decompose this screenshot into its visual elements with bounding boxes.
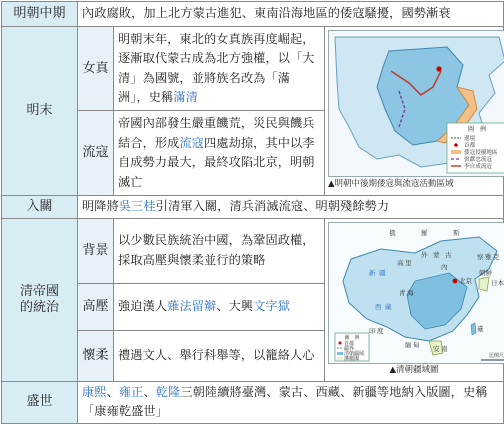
suppression-text [114,283,325,330]
ming-legend-item-4: 張獻忠流寇 [464,157,492,163]
mid-ming-text: 內政腐敗，加上北方蒙古進犯、東南沿海地區的倭寇騷擾，國勢漸衰 [78,2,504,27]
qing-map-cell [325,218,504,381]
entry-text-c: 引清軍入關，清兵消滅流寇、明朝殘餘勢力 [155,199,390,213]
taiwan-island [471,323,476,335]
entry-text [78,196,504,219]
qing-map [328,222,504,364]
qing-legend-item-2: 疆界 [344,345,355,352]
map-label-burma-1: 緬 [405,340,412,349]
label-jurchen: 女真 [78,27,114,111]
period-mid-ming: 明朝中期 [2,2,78,27]
row-qing-background [2,218,504,283]
term-yongzheng: 雍正 [118,384,144,399]
map-label-mongolia-1: 蒙 [433,250,440,259]
ming-map [328,30,504,177]
map-label-ke: 克 [493,252,500,261]
map-label-india-2: 度 [377,326,384,335]
bandits-text [114,111,325,196]
ming-map-cell [325,27,504,196]
bandits-text-a: 帝國內部發生嚴重饑荒，災民與饑兵結合，形成 [118,116,315,150]
prosperity-sep-1: 、 [106,384,119,399]
term-literary-inquisition: 文字獄 [253,298,291,313]
term-manchu-qing: 滿清 [173,90,198,104]
map-label-tibet-1: 西 [375,302,382,311]
label-suppression: 高壓 [78,283,114,330]
suppression-text-c: 、大興 [216,298,254,313]
term-wu-sangui: 吳三桂 [118,199,156,213]
map-label-inner: 內 [441,262,448,271]
qing-legend-title: 圖 例 [344,334,360,341]
map-label-korea: 朝鮮 [479,268,492,277]
period-qing-rule-line1: 清帝國 [19,283,59,299]
conciliation-text: 禮遇文人、舉行科舉等，以籠絡人心 [114,330,325,381]
ming-legend-title: 圖 例 [467,126,487,133]
map-label-annam-2: 南 [441,344,448,353]
map-label-mongolia-2: 古 [445,250,452,259]
prosperity-sep-2: 、 [143,384,156,399]
ming-legend-item-1: 邊境 [464,136,476,142]
map-label-li: 里 [405,258,412,267]
label-bandits: 流寇 [78,111,114,196]
map-label-taiwan: 臺 [477,324,484,333]
background-text: 以少數民族統治中國，為鞏固政權，採取高壓與懷柔並行的策略 [114,218,325,283]
map-label-qinghai-2: 海 [407,288,414,297]
map-label-cha: 察 [477,252,484,261]
map-label-xinjiang-1: 新 [369,268,376,277]
term-hair-policy: 薙法留辮 [167,298,217,313]
row-prosperity [2,381,504,423]
map-label-tibet-2: 藏 [385,302,392,311]
map-label-annam-1: 安 [433,344,440,353]
label-conciliation: 懷柔 [78,330,114,381]
row-entry [2,196,504,219]
map-label-beijing: 北京 [459,276,472,285]
beijing-marker [453,278,458,283]
period-qing-rule [2,218,78,381]
entry-text-a: 明降將 [82,199,119,213]
ming-legend-item-3: 倭寇侵擾地區 [464,150,498,156]
qing-legend-item-4: 藩屬國 [344,355,360,362]
qing-map-caption: ▲清朝疆域圖 [389,364,439,375]
row-late-ming-jurchen [2,27,504,111]
jurchen-text [114,27,325,111]
suppression-text-a: 強迫漢人 [118,298,168,313]
map-label-russia-1: 俄 [389,228,396,237]
bandits-text-c: 四處劫掠，其中以李自成勢力最大，最終攻陷北京，明朝滅亡 [118,135,315,189]
row-mid-ming [2,2,504,27]
period-late-ming: 明末 [2,27,78,196]
period-prosperity: 盛世 [2,381,78,423]
summary-table [1,1,504,424]
map-label-gao: 高 [397,258,404,267]
map-label-ya: 雅 [485,252,492,261]
term-kangxi: 康熙 [82,384,107,399]
map-label-xinjiang-2: 疆 [379,268,386,277]
prosperity-text [78,381,504,423]
ming-map-caption: ▲明朝中後期倭寇與流寇活動區域 [328,179,454,189]
capital-marker [436,66,441,71]
map-label-burma-2: 甸 [413,340,420,349]
ming-legend-item-5: 李自成流寇 [464,164,492,170]
prosperity-text-rest: 三朝陸續將臺灣、蒙古、西藏、新疆等地納入版圖，史稱「康雍乾盛世」 [82,384,488,418]
term-bandits: 流寇 [179,135,205,150]
qing-legend-item-3: 清朝疆域 [344,350,365,357]
map-label-russia-3: 斯 [453,228,460,237]
map-label-india-1: 印 [369,326,376,335]
jurchen-text-main: 明朝末年，東北的女真族再度崛起，逐漸取代蒙古成為北方強權，以「大清」為國號，並將族名改為「滿洲」，史稱 [118,31,315,104]
qing-scale-note: 比例尺 [489,352,504,359]
ming-legend-item-2: 首都 [464,143,476,149]
map-label-russia-2: 羅 [421,228,428,237]
map-label-qinghai-1: 青 [399,288,406,297]
label-background: 背景 [78,218,114,283]
qing-legend-item-1: 首都 [344,340,355,347]
period-qing-rule-line2: 的統治 [19,299,59,315]
period-entry: 入關 [2,196,78,219]
map-label-outer: 外 [421,250,428,259]
term-qianlong: 乾隆 [155,384,181,399]
map-label-japan: 日本 [491,278,504,287]
tributary-korea [479,277,489,291]
